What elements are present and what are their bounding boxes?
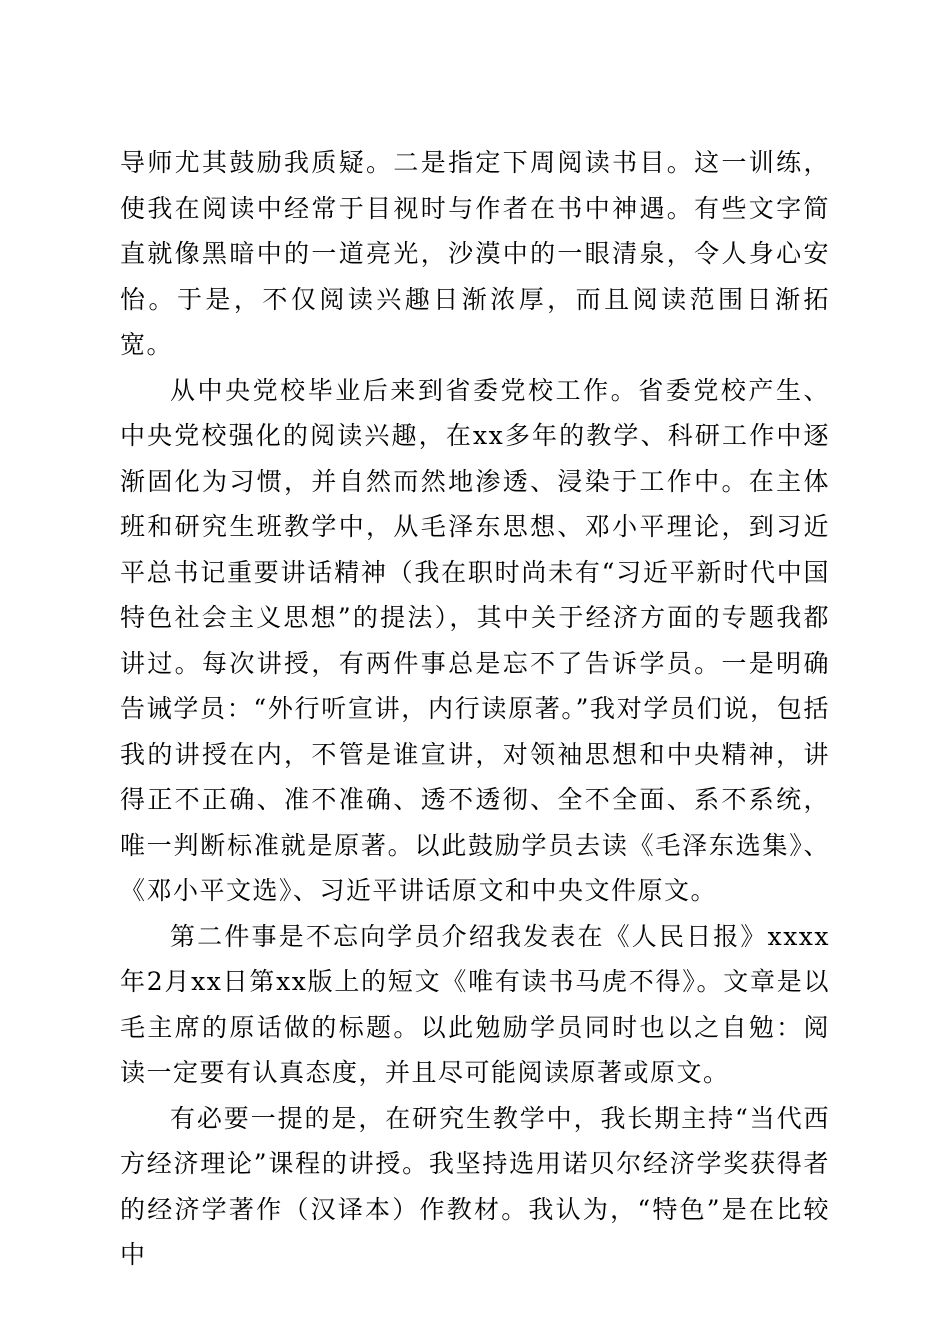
paragraph-2: 从中央党校毕业后来到省委党校工作。省委党校产生、中央党校强化的阅读兴趣，在xx多年的教学、科研工作中逐渐固化为习惯，并自然而然地渗透、浸染于工作中。在主体班和研究生班教学中，从毛泽东思想、邓小平理论，到习近平总书记重要讲话精神（我在职时尚未有“习近平新时代中国特色社会主义思想”的提法），其中关于经济方面的专题我都讲过。每次讲授，有两件事总是忘不了告诉学员。一是明确告诫学员：“外行听宣讲，内行读原著。”我对学员们说，包括我的讲授在内，不管是谁宣讲，对领袖思想和中央精神，讲得正不正确、准不准确、透不透彻、全不全面、系不系统，唯一判断标准就是原著。以此鼓励学员去读《毛泽东选集》、《邓小平文选》、习近平讲话原文和中央文件原文。 bbox=[120, 375, 830, 905]
paragraph-1: 导师尤其鼓励我质疑。二是指定下周阅读书目。这一训练，使我在阅读中经常于目视时与作者在书中神遇。有些文字简直就像黑暗中的一道亮光，沙漠中的一眼清泉，令人身心安怡。于是，不仅阅读兴趣日渐浓厚，而且阅读范围日渐拓宽。 bbox=[120, 148, 830, 359]
paragraph-3: 第二件事是不忘向学员介绍我发表在《人民日报》xxxx年2月xx日第xx版上的短文《唯有读书马虎不得》。文章是以毛主席的原话做的标题。以此勉励学员同时也以之自勉：阅读一定要有认真态度，并且尽可能阅读原著或原文。 bbox=[120, 921, 830, 1087]
paragraph-4: 有必要一提的是，在研究生教学中，我长期主持“当代西方经济理论”课程的讲授。我坚持选用诺贝尔经济学奖获得者的经济学著作（汉译本）作教材。我认为，“特色”是在比较中 bbox=[120, 1103, 830, 1269]
document-body bbox=[120, 140, 830, 1278]
